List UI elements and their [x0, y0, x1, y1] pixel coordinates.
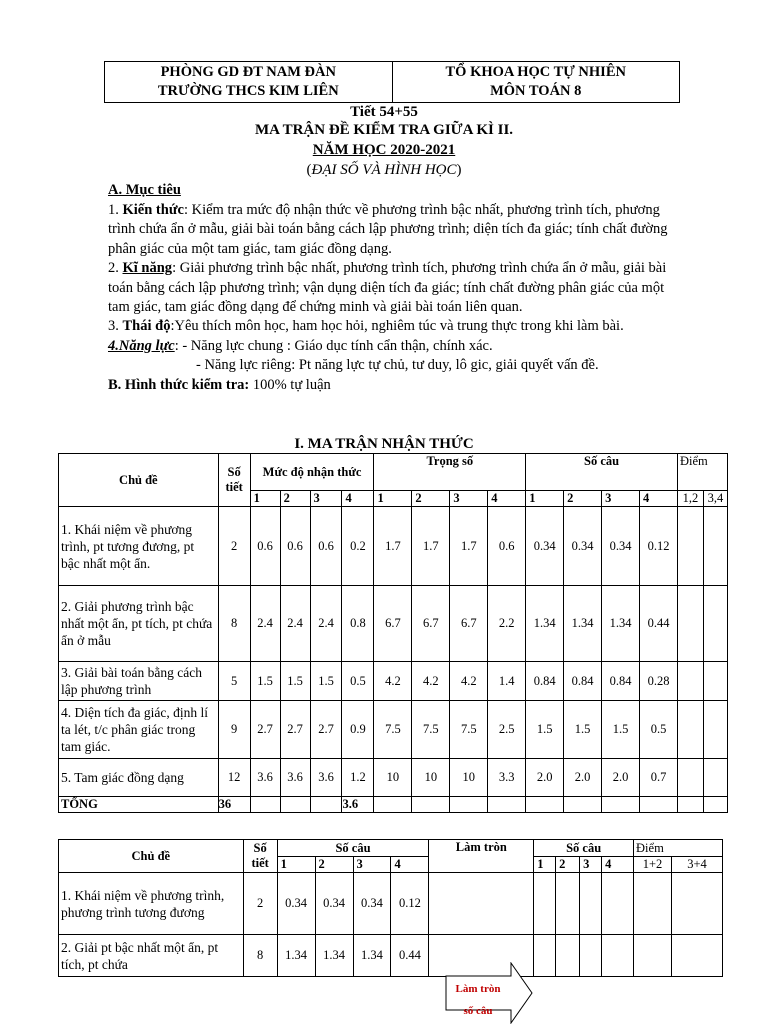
- table1-row: [59, 759, 728, 797]
- count-2: 2: [564, 491, 602, 507]
- count2-cell: [534, 935, 556, 977]
- topic-cell: 1. Khái niệm về phương trình, pt tương đương, pt bậc nhất một ẩn.: [59, 507, 219, 586]
- t2-count-3: 3: [353, 857, 391, 873]
- subject-name: MÔN TOÁN 8: [490, 83, 582, 99]
- count-cell: 1.34: [526, 586, 564, 662]
- level-cell: 0.2: [342, 507, 374, 586]
- t2-score-34: 3+4: [671, 857, 722, 873]
- level-3: 3: [310, 491, 342, 507]
- t2-col-topic: Chủ đề: [59, 840, 244, 873]
- level-cell: 2.7: [310, 701, 342, 759]
- count-cell: 1.34: [564, 586, 602, 662]
- weight-cell: 10: [450, 759, 488, 797]
- count2-cell: [556, 935, 580, 977]
- table1-row: [59, 701, 728, 759]
- count-cell: 0.34: [353, 873, 391, 935]
- count2-cell: [602, 873, 634, 935]
- school-year: NĂM HỌC 2020-2021: [312, 142, 456, 158]
- school-name: TRƯỜNG THCS KIM LIÊN: [157, 83, 339, 99]
- col-weight: Trọng số: [374, 454, 526, 491]
- count-cell: 0.84: [526, 662, 564, 701]
- total-level4: 3.6: [342, 797, 374, 813]
- ability-line1: 4.Năng lực: - Năng lực chung : Giáo dục tính cẩn thận, chính xác.: [108, 337, 493, 354]
- count-4: 4: [640, 491, 678, 507]
- weight-3: 3: [450, 491, 488, 507]
- count-cell: 2.0: [526, 759, 564, 797]
- count-cell: 0.34: [526, 507, 564, 586]
- subtitle: (ĐẠI SỐ VÀ HÌNH HỌC): [306, 162, 462, 178]
- total-lessons: 36: [218, 797, 250, 813]
- count2-cell: [534, 873, 556, 935]
- score-cell: [703, 701, 727, 759]
- topic-cell: 1. Khái niệm về phương trình, phương trình tương đương: [59, 873, 244, 935]
- skill-paragraph: 2. Kĩ năng: Giải phương trình bậc nhất, phương trình tích, phương trình chứa ẩn ở mẫu, giải bài toán bằng cách lập phương trình; vận dụng diện tích đa giác; tính chất đường phân giác của một tam giác, tam giác đồng dạng để chứng minh và giải bài toán liên quan.: [108, 260, 667, 316]
- weight-cell: 0.6: [488, 507, 526, 586]
- t2-col-count2: Số câu: [534, 840, 634, 857]
- level-cell: 2.7: [280, 701, 310, 759]
- level-2: 2: [280, 491, 310, 507]
- count-cell: 0.34: [602, 507, 640, 586]
- level-cell: 1.5: [250, 662, 280, 701]
- count2-cell: [602, 935, 634, 977]
- level-cell: 0.5: [342, 662, 374, 701]
- col-score: Điểm: [678, 454, 728, 491]
- lessons-cell: 9: [218, 701, 250, 759]
- weight-cell: 4.2: [412, 662, 450, 701]
- count-cell: 0.7: [640, 759, 678, 797]
- round-arrow-label: Làm tròn số câu: [455, 983, 501, 1017]
- count-cell: 1.34: [602, 586, 640, 662]
- level-cell: 3.6: [250, 759, 280, 797]
- lessons-cell: 12: [218, 759, 250, 797]
- t2-count-2: 2: [315, 857, 353, 873]
- level-cell: 1.5: [310, 662, 342, 701]
- score-cell: [703, 507, 727, 586]
- header-right: [393, 62, 680, 102]
- level-cell: 3.6: [310, 759, 342, 797]
- score-cell: [671, 873, 722, 935]
- weight-4: 4: [488, 491, 526, 507]
- count-cell: 0.34: [315, 873, 353, 935]
- t2-count2-4: 4: [602, 857, 634, 873]
- table1-row: [59, 586, 728, 662]
- level-cell: 2.7: [250, 701, 280, 759]
- count-cell: 0.28: [640, 662, 678, 701]
- weight-cell: 10: [374, 759, 412, 797]
- count-cell: 1.5: [526, 701, 564, 759]
- lessons-cell: 2: [218, 507, 250, 586]
- weight-cell: 1.7: [450, 507, 488, 586]
- score-cell: [678, 507, 704, 586]
- matrix-title: I. MA TRẬN NHẬN THỨC: [294, 436, 474, 452]
- score-12: 1,2: [678, 491, 704, 507]
- count-cell: 0.44: [640, 586, 678, 662]
- count-cell: 1.34: [277, 935, 315, 977]
- count-cell: 1.34: [353, 935, 391, 977]
- col-level: Mức độ nhận thức: [250, 454, 374, 491]
- score-cell: [671, 935, 722, 977]
- count-cell: 1.5: [602, 701, 640, 759]
- score-34: 3,4: [703, 491, 727, 507]
- weight-cell: 1.4: [488, 662, 526, 701]
- count-cell: 1.5: [564, 701, 602, 759]
- weight-cell: 2.2: [488, 586, 526, 662]
- weight-cell: 6.7: [374, 586, 412, 662]
- level-1: 1: [250, 491, 280, 507]
- level-cell: 2.4: [310, 586, 342, 662]
- score-cell: [634, 873, 672, 935]
- score-cell: [703, 759, 727, 797]
- count-cell: 0.5: [640, 701, 678, 759]
- level-cell: 0.6: [310, 507, 342, 586]
- level-cell: 2.4: [250, 586, 280, 662]
- count-cell: 0.34: [564, 507, 602, 586]
- score-cell: [703, 662, 727, 701]
- t2-col-score: Điểm: [634, 840, 723, 857]
- topic-cell: 2. Giải pt bậc nhất một ẩn, pt tích, pt chứa: [59, 935, 244, 977]
- t2-score-12: 1+2: [634, 857, 672, 873]
- topic-cell: 3. Giải bài toán bằng cách lập phương trình: [59, 662, 219, 701]
- t2-count2-1: 1: [534, 857, 556, 873]
- count-cell: 0.12: [391, 873, 429, 935]
- t2-count2-2: 2: [556, 857, 580, 873]
- table1-total-row: [59, 797, 728, 813]
- count-cell: 0.84: [602, 662, 640, 701]
- level-cell: 1.2: [342, 759, 374, 797]
- objectives-body: [108, 201, 688, 395]
- school-dept: PHÒNG GD ĐT NAM ĐÀN: [160, 64, 336, 80]
- score-cell: [678, 701, 704, 759]
- count-1: 1: [526, 491, 564, 507]
- weight-cell: 2.5: [488, 701, 526, 759]
- weight-cell: 7.5: [450, 701, 488, 759]
- col-lessons: Số tiết: [218, 454, 250, 507]
- topic-cell: 4. Diện tích đa giác, định lí ta lét, t/c phân giác trong tam giác.: [59, 701, 219, 759]
- weight-cell: 7.5: [374, 701, 412, 759]
- count-cell: 0.84: [564, 662, 602, 701]
- t2-count-1: 1: [277, 857, 315, 873]
- weight-cell: 10: [412, 759, 450, 797]
- page-title: MA TRẬN ĐỀ KIỂM TRA GIỮA KÌ II.: [254, 122, 514, 138]
- level-cell: 0.9: [342, 701, 374, 759]
- period-title: Tiết 54+55: [350, 104, 418, 120]
- count-cell: 0.44: [391, 935, 429, 977]
- count-cell: 0.12: [640, 507, 678, 586]
- weight-1: 1: [374, 491, 412, 507]
- topic-cell: 2. Giải phương trình bậc nhất một ẩn, pt tích, pt chứa ẩn ở mẫu: [59, 586, 219, 662]
- round-cell: [429, 873, 534, 935]
- weight-cell: 4.2: [374, 662, 412, 701]
- weight-cell: 1.7: [412, 507, 450, 586]
- objectives-heading: A. Mục tiêu: [108, 182, 181, 198]
- lessons-cell: 8: [218, 586, 250, 662]
- level-4: 4: [342, 491, 374, 507]
- count-cell: 0.34: [277, 873, 315, 935]
- weight-cell: 3.3: [488, 759, 526, 797]
- t2-col-count: Số câu: [277, 840, 429, 857]
- lessons-cell: 8: [243, 935, 277, 977]
- weight-cell: 1.7: [374, 507, 412, 586]
- level-cell: 3.6: [280, 759, 310, 797]
- col-count: Số câu: [526, 454, 678, 491]
- level-cell: 0.6: [250, 507, 280, 586]
- score-cell: [634, 935, 672, 977]
- t2-count2-3: 3: [580, 857, 602, 873]
- col-topic: Chủ đề: [59, 454, 219, 507]
- department-name: TỔ KHOA HỌC TỰ NHIÊN: [445, 64, 626, 80]
- table1-row: [59, 662, 728, 701]
- awareness-matrix-table: [58, 453, 728, 813]
- score-cell: [703, 586, 727, 662]
- t2-count-4: 4: [391, 857, 429, 873]
- level-cell: 0.6: [280, 507, 310, 586]
- count-cell: 2.0: [602, 759, 640, 797]
- lessons-cell: 5: [218, 662, 250, 701]
- ability-line2: - Năng lực riêng: Pt năng lực tự chủ, tư duy, lô gic, giải quyết vấn đề.: [196, 357, 599, 374]
- attitude-paragraph: 3. Thái độ:Yêu thích môn học, ham học hỏi, nghiêm túc và trung thực trong khi làm bài.: [108, 318, 624, 335]
- score-cell: [678, 586, 704, 662]
- weight-cell: 4.2: [450, 662, 488, 701]
- test-form: B. Hình thức kiểm tra: 100% tự luận: [108, 376, 331, 393]
- count2-cell: [580, 935, 602, 977]
- weight-2: 2: [412, 491, 450, 507]
- header-box: [104, 61, 680, 103]
- weight-cell: 7.5: [412, 701, 450, 759]
- total-label: TỔNG: [59, 797, 219, 813]
- score-cell: [678, 759, 704, 797]
- lessons-cell: 2: [243, 873, 277, 935]
- level-cell: 1.5: [280, 662, 310, 701]
- knowledge-paragraph: 1. Kiến thức: Kiểm tra mức độ nhận thức về phương trình bậc nhất, phương trình tích, phương trình chứa ẩn ở mẫu, giải bài toán bằng cách lập phương trình; diện tích đa giác; tính chất đường phân giác của một tam giác, tam giác đồng dạng.: [108, 202, 668, 257]
- question-rounding-table: [58, 839, 723, 977]
- count2-cell: [556, 873, 580, 935]
- level-cell: 0.8: [342, 586, 374, 662]
- t2-col-lessons: Số tiết: [243, 840, 277, 873]
- count-3: 3: [602, 491, 640, 507]
- t2-col-round: Làm tròn: [429, 840, 534, 873]
- level-cell: 2.4: [280, 586, 310, 662]
- count-cell: 1.34: [315, 935, 353, 977]
- score-cell: [678, 662, 704, 701]
- table1-row: [59, 507, 728, 586]
- weight-cell: 6.7: [450, 586, 488, 662]
- table2-row: [59, 935, 723, 977]
- count2-cell: [580, 873, 602, 935]
- header-left: [105, 62, 393, 102]
- topic-cell: 5. Tam giác đồng dạng: [59, 759, 219, 797]
- count-cell: 2.0: [564, 759, 602, 797]
- weight-cell: 6.7: [412, 586, 450, 662]
- table2-row: [59, 873, 723, 935]
